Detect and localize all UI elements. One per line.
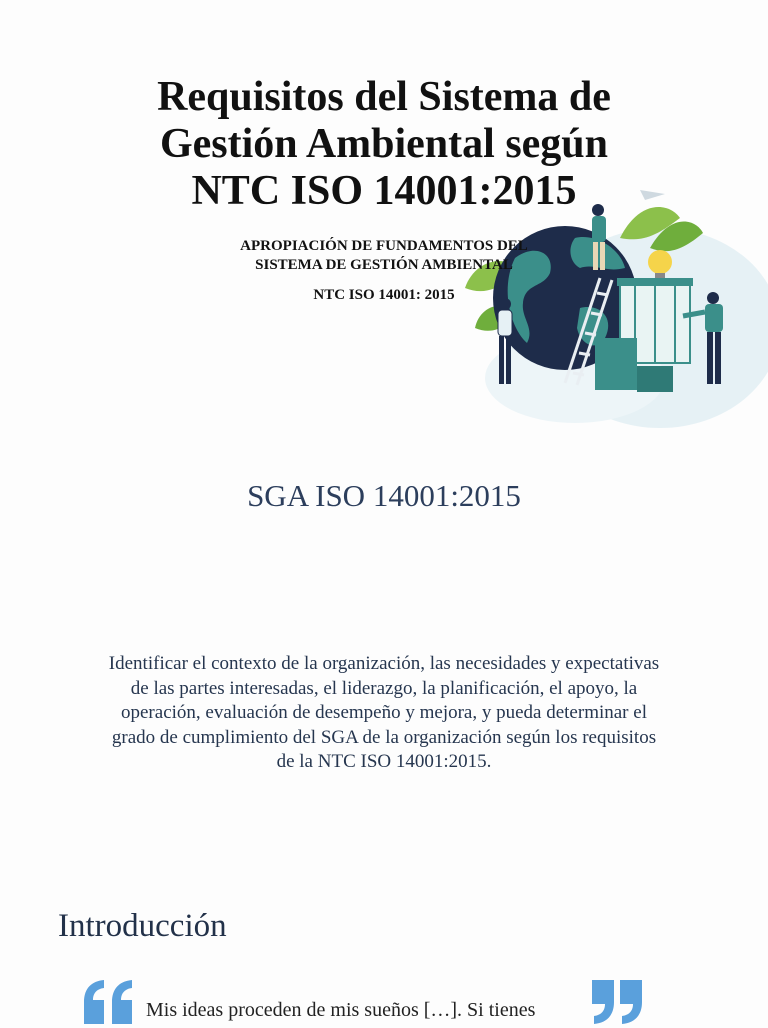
subtitle-line-1: APROPIACIÓN DE FUNDAMENTOS DEL <box>240 238 528 254</box>
intro-heading: Introducción <box>58 908 227 944</box>
description-line: grado de cumplimiento del SGA de la organización según los requisitos <box>111 726 657 748</box>
lightbulb-icon <box>648 250 672 274</box>
title-line-1: Requisitos del Sistema de <box>157 74 611 120</box>
description-paragraph <box>52 652 716 775</box>
description-line: de la NTC ISO 14001:2015. <box>276 751 492 772</box>
description-line: operación, evaluación de desempeño y mejora, y pueda determinar el <box>121 702 647 723</box>
open-quote-icon <box>80 978 140 1028</box>
box-icon <box>595 338 637 390</box>
quote-text: Mis ideas proceden de mis sueños […]. Si tienes <box>146 999 536 1021</box>
title-line-3: NTC ISO 14001:2015 <box>191 168 577 214</box>
title-line-2: Gestión Ambiental según <box>159 121 609 167</box>
section-heading: SGA ISO 14001:2015 <box>247 478 521 513</box>
description-line: Identificar el contexto de la organización, las necesidades y expectativas <box>108 653 660 674</box>
subtitle-block <box>180 237 588 275</box>
box-icon <box>637 366 673 392</box>
paper-plane-icon <box>640 190 665 200</box>
subtitle-line-3: NTC ISO 14001: 2015 <box>313 287 455 303</box>
description-line: de las partes interesadas, el liderazgo, la planificación, el apoyo, la <box>130 677 638 699</box>
close-quote-icon <box>588 978 648 1028</box>
subtitle-line-2: SISTEMA DE GESTIÓN AMBIENTAL <box>255 257 513 273</box>
